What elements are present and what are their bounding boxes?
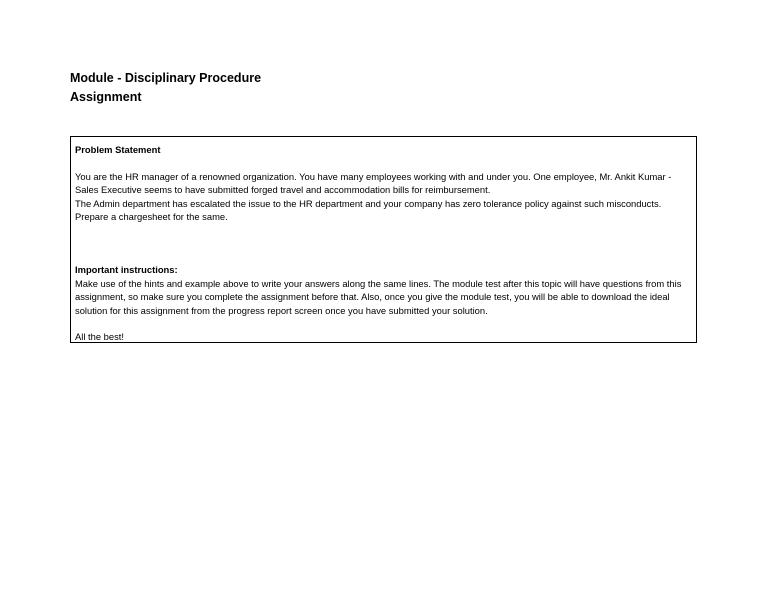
problem-paragraph-3: Prepare a chargesheet for the same. [75, 211, 228, 223]
problem-statement-box [70, 136, 697, 343]
instructions-heading: Important instructions: [75, 264, 178, 276]
problem-paragraph-2: The Admin department has escalated the issue to the HR department and your company has zero tolerance policy against such misconducts. [75, 197, 662, 209]
page-subtitle: Assignment [70, 90, 142, 104]
instructions-body: Make use of the hints and example above to write your answers along the same lines. The module test after this topic will have questions from this assignment, so make sure you complete the assignment before that. Also, once you give the module test, you will be able to download the ideal solution for this assignment from the progress report screen once you have submitted your solution. [75, 277, 682, 316]
page-title: Module - Disciplinary Procedure [70, 71, 262, 85]
closing-text: All the best! [75, 331, 124, 343]
problem-statement-heading: Problem Statement [75, 144, 161, 155]
problem-paragraph-1: You are the HR manager of a renowned organization. You have many employees working with and under you. One employee, Mr. Ankit Kumar - Sales Executive seems to have submitted forged travel and accommodation bills for reimbursement. [75, 170, 672, 196]
